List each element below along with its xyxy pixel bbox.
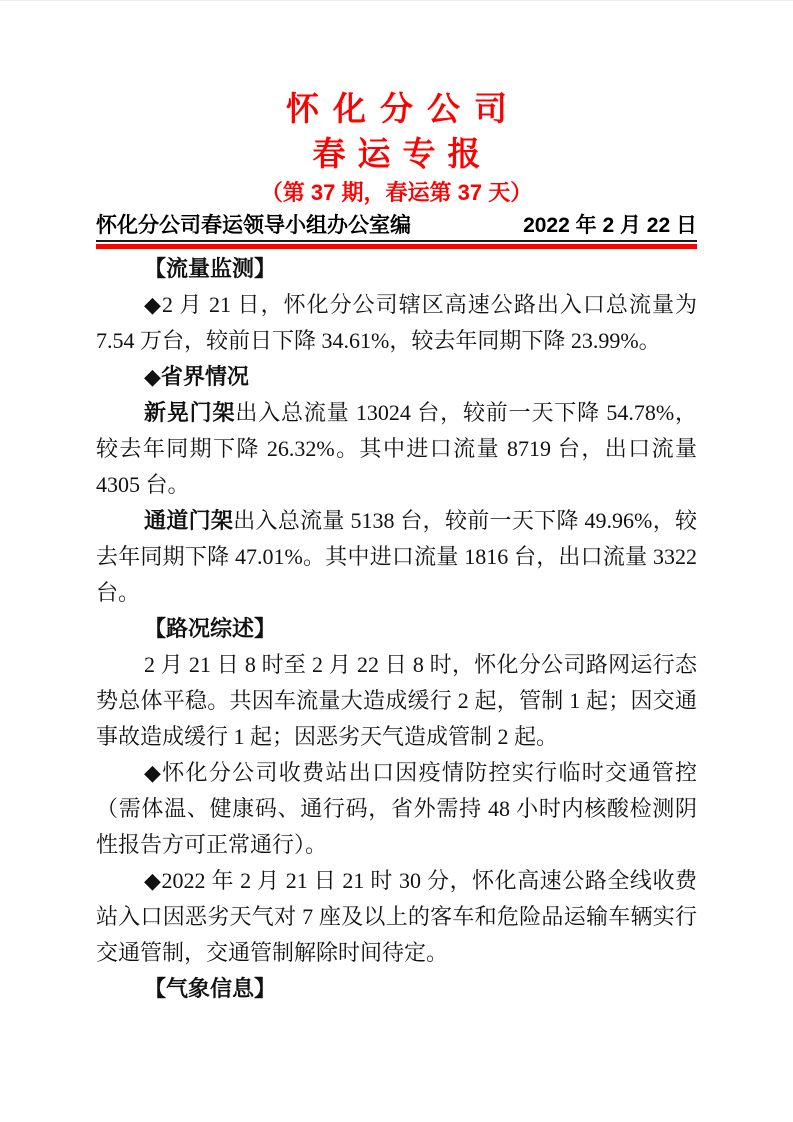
para-xinhuang-gantry-text: 出入总流量 13024 台，较前一天下降 54.78%，较去年同期下降 26.32%。其中进口流量 8719 台，出口流量 4305 台。 xyxy=(96,400,697,497)
document-sheet xyxy=(96,1,697,1007)
para-weather-traffic-control-text: ◆2022 年 2 月 21 日 21 时 30 分，怀化高速公路全线收费站入口因恶劣天气对 7 座及以上的客车和危险品运输车辆实行交通管制，交通管制解除时间待定。 xyxy=(96,868,697,965)
para-tongdao-gantry xyxy=(96,503,697,611)
report-title: 春运专报 xyxy=(312,135,493,172)
issue-subtitle: （第 37 期，春运第 37 天） xyxy=(260,180,533,205)
para-weather-traffic-control xyxy=(96,863,697,971)
document-body xyxy=(96,251,697,1007)
para-total-flow xyxy=(96,287,697,359)
subheading-provincial-border: ◆省界情况 xyxy=(144,364,249,389)
para-road-network-status xyxy=(96,647,697,755)
red-divider-rule xyxy=(96,244,697,249)
masthead-row xyxy=(96,214,697,242)
para-xinhuang-gantry-lead: 新晃门架 xyxy=(144,400,236,425)
section-heading-traffic-monitor: 【流量监测】 xyxy=(144,256,277,281)
para-total-flow-text: ◆2 月 21 日，怀化分公司辖区高速公路出入口总流量为 7.54 万台，较前日下降 34.61%，较去年同期下降 23.99%。 xyxy=(96,292,697,353)
para-covid-traffic-control xyxy=(96,755,697,863)
masthead-date: 2022 年 2 月 22 日 xyxy=(523,214,697,237)
company-title: 怀化分公司 xyxy=(286,90,521,127)
masthead-editor: 怀化分公司春运领导小组办公室编 xyxy=(96,214,411,237)
section-heading-road-summary: 【路况综述】 xyxy=(144,616,277,641)
para-covid-traffic-control-text: ◆怀化分公司收费站出口因疫情防控实行临时交通管控（需体温、健康码、通行码，省外需持 48 小时内核酸检测阴性报告方可正常通行）。 xyxy=(96,760,697,857)
para-xinhuang-gantry xyxy=(96,395,697,503)
para-road-network-status-text: 2 月 21 日 8 时至 2 月 22 日 8 时，怀化分公司路网运行态势总体平稳。共因车流量大造成缓行 2 起，管制 1 起；因交通事故造成缓行 1 起；因恶劣天气造成管制 2 起。 xyxy=(96,652,697,749)
para-tongdao-gantry-lead: 通道门架 xyxy=(144,508,234,533)
para-tongdao-gantry-text: 出入总流量 5138 台，较前一天下降 49.96%，较去年同期下降 47.01%。其中进口流量 1816 台，出口流量 3322 台。 xyxy=(96,508,697,605)
section-heading-weather-info: 【气象信息】 xyxy=(144,976,277,1001)
